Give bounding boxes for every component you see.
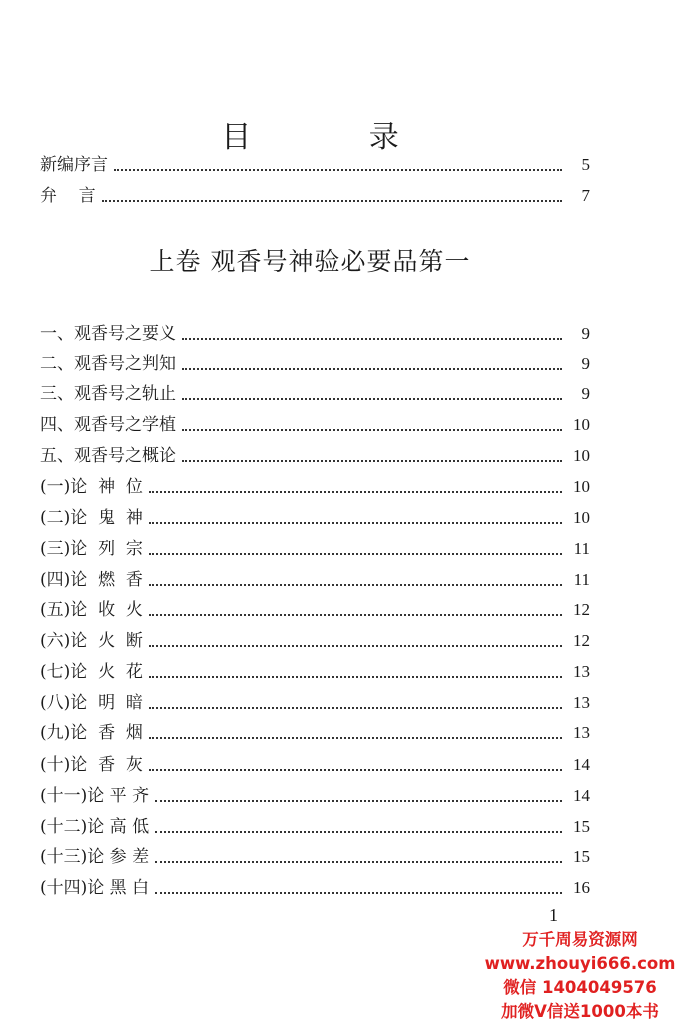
dot-leader xyxy=(155,799,562,802)
toc-entry xyxy=(40,626,590,652)
toc-entry xyxy=(40,181,590,207)
toc-entry xyxy=(40,718,590,744)
toc-entry-label: (五)论 收 火 xyxy=(40,600,143,620)
dot-leader xyxy=(149,768,562,771)
toc-entry-label: (十二)论 高 低 xyxy=(40,817,150,837)
toc-entry-label: (十一)论 平 齐 xyxy=(40,786,150,806)
toc-entry xyxy=(40,595,590,621)
toc-entry xyxy=(40,379,590,405)
toc-entry-label: (八)论 明 暗 xyxy=(40,693,143,713)
toc-entry xyxy=(40,534,590,560)
dot-leader xyxy=(102,199,562,202)
dot-leader xyxy=(149,521,562,524)
dot-leader xyxy=(155,860,562,863)
toc-entry-page: 11 xyxy=(573,539,590,558)
page-title: 目 录 xyxy=(221,120,453,155)
part-heading: 上卷 观香号神验必要品第一 xyxy=(149,247,471,276)
toc-entry-page: 5 xyxy=(581,155,590,174)
toc-entry xyxy=(40,565,590,591)
toc-entry xyxy=(40,688,590,714)
toc-entry-label: 新编序言 xyxy=(40,155,108,175)
dot-leader xyxy=(114,168,562,171)
toc-entry-page: 10 xyxy=(573,446,590,465)
toc-entry xyxy=(40,319,590,345)
watermark-wechat: 微信 1404049576 xyxy=(503,978,657,997)
toc-entry xyxy=(40,349,590,375)
toc-entry-page: 12 xyxy=(573,600,590,619)
toc-entry xyxy=(40,812,590,838)
watermark-offer: 加微V信送1000本书 xyxy=(501,1002,659,1021)
dot-leader xyxy=(182,337,562,340)
toc-entry-page: 13 xyxy=(573,723,590,742)
dot-leader xyxy=(155,891,562,894)
toc-entry-page: 16 xyxy=(573,878,590,897)
toc-entry-page: 14 xyxy=(573,786,590,805)
toc-entry-page: 11 xyxy=(573,570,590,589)
toc-entry-label: 五、观香号之概论 xyxy=(40,446,176,466)
dot-leader xyxy=(149,675,562,678)
toc-entry-label: (十四)论 黑 白 xyxy=(40,878,150,898)
toc-entry-label: (一)论 神 位 xyxy=(40,477,143,497)
toc-entry-label: (二)论 鬼 神 xyxy=(40,508,143,528)
toc-entry-page: 9 xyxy=(581,384,590,403)
dot-leader xyxy=(149,644,562,647)
toc-entry-page: 13 xyxy=(573,662,590,681)
watermark-site-name: 万千周易资源网 xyxy=(522,930,638,949)
toc-entry xyxy=(40,657,590,683)
toc-entry xyxy=(40,873,590,899)
toc-entry-label: (十三)论 参 差 xyxy=(40,847,150,867)
toc-entry-label: (十)论 香 灰 xyxy=(40,755,143,775)
toc-entry xyxy=(40,842,590,868)
toc-entry-page: 7 xyxy=(581,186,590,205)
toc-entry-label: (六)论 火 断 xyxy=(40,631,143,651)
dot-leader xyxy=(149,490,562,493)
toc-entry-page: 9 xyxy=(581,324,590,343)
toc-entry-label: (四)论 燃 香 xyxy=(40,570,143,590)
toc-entry-page: 15 xyxy=(573,847,590,866)
toc-entry xyxy=(40,441,590,467)
dot-leader xyxy=(182,367,562,370)
toc-entry-label: 弁 言 xyxy=(40,186,96,206)
toc-entry-page: 10 xyxy=(573,415,590,434)
toc-entry xyxy=(40,750,590,776)
toc-entry-label: 二、观香号之判知 xyxy=(40,354,176,374)
toc-entry xyxy=(40,410,590,436)
toc-entry-label: 三、观香号之轨止 xyxy=(40,384,176,404)
dot-leader xyxy=(149,706,562,709)
toc-entry-page: 10 xyxy=(573,477,590,496)
dot-leader xyxy=(149,552,562,555)
toc-entry-page: 12 xyxy=(573,631,590,650)
dot-leader xyxy=(155,830,562,833)
toc-entry xyxy=(40,472,590,498)
dot-leader xyxy=(149,613,562,616)
toc-entry xyxy=(40,150,590,176)
watermark xyxy=(480,928,680,1024)
page-number: 1 xyxy=(549,905,558,925)
watermark-url: www.zhouyi666.com xyxy=(484,954,676,973)
toc-entry-label: (三)论 列 宗 xyxy=(40,539,143,559)
toc-entry-label: (七)论 火 花 xyxy=(40,662,143,682)
dot-leader xyxy=(182,397,562,400)
dot-leader xyxy=(149,736,562,739)
toc-entry-page: 14 xyxy=(573,755,590,774)
toc-entry-label: 一、观香号之要义 xyxy=(40,324,176,344)
toc-entry-label: (九)论 香 烟 xyxy=(40,723,143,743)
toc-entry xyxy=(40,503,590,529)
dot-leader xyxy=(182,428,562,431)
toc-entry-page: 10 xyxy=(573,508,590,527)
toc-entry-page: 13 xyxy=(573,693,590,712)
toc-entry-page: 9 xyxy=(581,354,590,373)
dot-leader xyxy=(182,459,562,462)
toc-entry-label: 四、观香号之学植 xyxy=(40,415,176,435)
toc-entry xyxy=(40,781,590,807)
toc-entry-page: 15 xyxy=(573,817,590,836)
dot-leader xyxy=(149,583,562,586)
